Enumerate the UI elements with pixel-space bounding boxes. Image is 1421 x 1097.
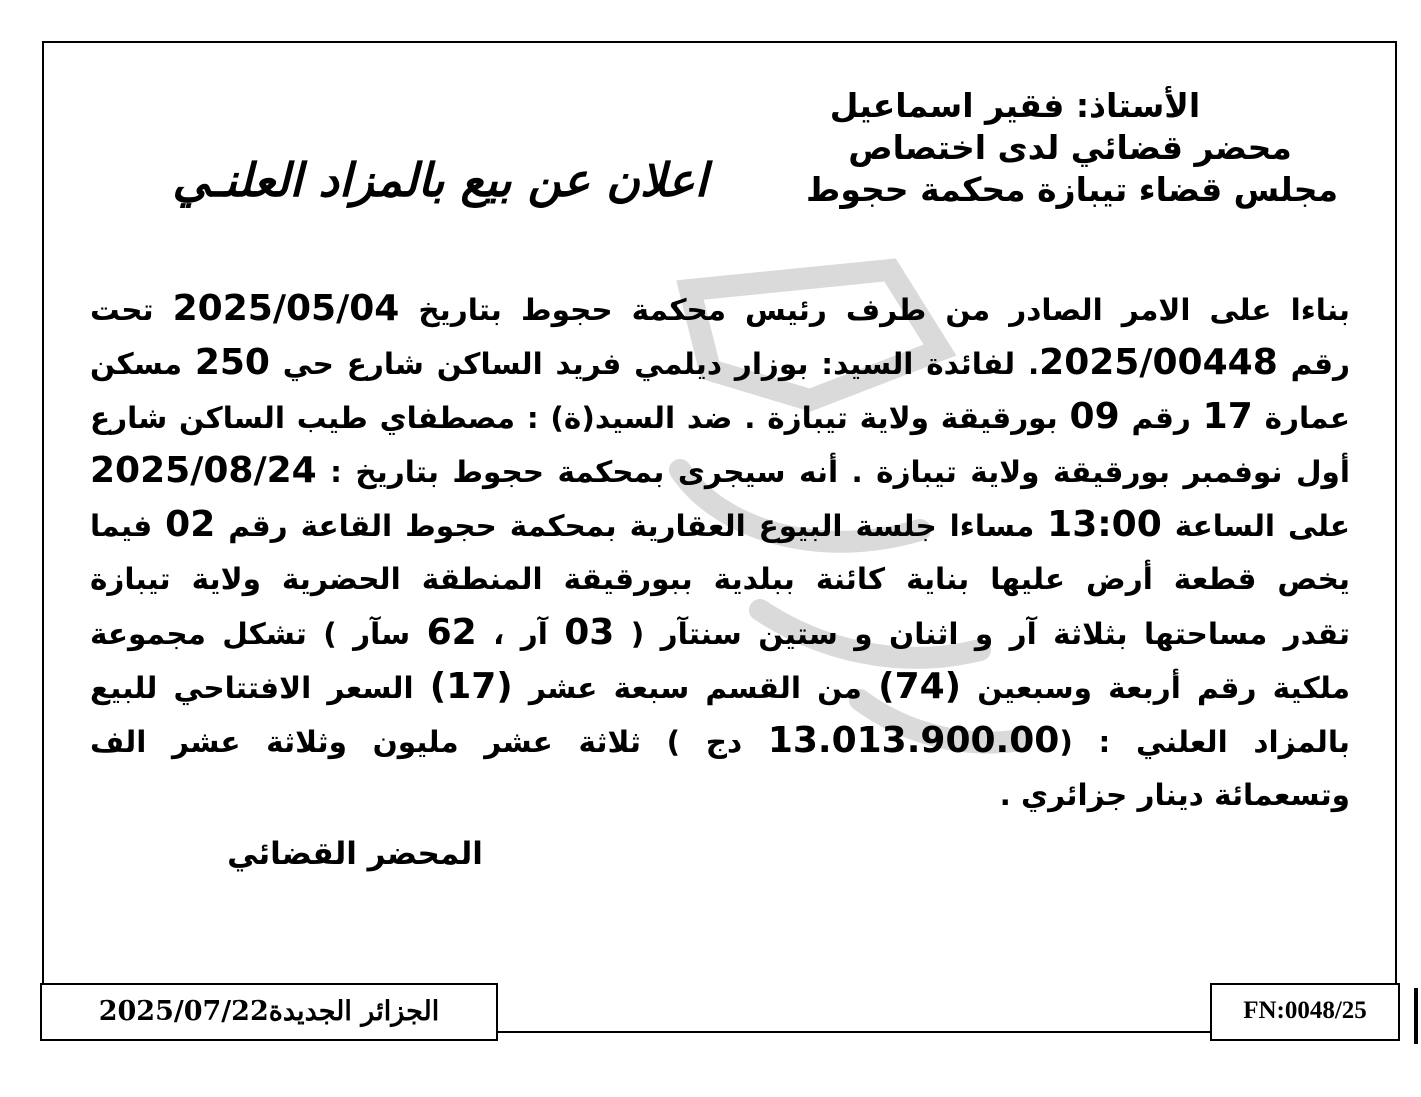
- body-text-segment: . لفائدة السيد: بوزار ديلمي فريد الساكن شارع حي: [269, 347, 1040, 381]
- body-number: 2025/08/24: [90, 450, 317, 491]
- publication-box: [40, 983, 498, 1041]
- body-text-segment: تقدر مساحتها بثلاثة آر و اثنان و ستين سنتآر (: [614, 617, 1350, 651]
- bailiff-header: [790, 85, 1350, 211]
- body-text-segment: بناءا على الامر الصادر من طرف رئيس محكمة حجوط بتاريخ: [399, 293, 1350, 327]
- body-text-segment: السعر الافتتاحي للبيع: [90, 671, 430, 705]
- body-number: 02: [165, 504, 216, 545]
- body-number: (74): [878, 666, 962, 707]
- file-number: FN:0048/25: [1243, 997, 1367, 1024]
- body-text-segment: على الساعة: [1161, 509, 1351, 543]
- body-text-segment: آر ،: [476, 617, 565, 651]
- body-text-segment: دج ) ثلاثة عشر مليون وثلاثة عشر الف: [90, 725, 768, 759]
- body-line: [90, 282, 1350, 336]
- body-text-segment: أول نوفمبر بورقيقة ولاية تيبازة . أنه سيجرى بمحكمة حجوط بتاريخ :: [316, 455, 1350, 489]
- body-number: 2025/00448: [1039, 342, 1278, 383]
- body-text-segment: مساءا جلسة البيوع العقارية بمحكمة حجوط القاعة رقم: [215, 509, 1048, 543]
- body-text-segment: وتسعمائة دينار جزائري .: [999, 778, 1350, 812]
- bailiff-title: محضر قضائي لدى اختصاص: [848, 128, 1292, 167]
- signature: المحضر القضائي: [227, 836, 483, 872]
- bailiff-name: الأستاذ: فقير اسماعيل: [829, 86, 1201, 125]
- file-number-box: [1210, 983, 1400, 1041]
- body-line: [90, 606, 1350, 660]
- jurisdiction: مجلس قضاء تيبازة محكمة حجوط: [806, 170, 1338, 209]
- body-number: 62: [426, 612, 477, 653]
- body-text-segment: رقم: [1119, 401, 1203, 435]
- body-text-segment: من القسم سبعة عشر: [512, 671, 879, 705]
- body-number: 2025/05/04: [172, 288, 400, 329]
- body-number: 03: [564, 612, 615, 653]
- body-text-segment: عمارة: [1252, 401, 1350, 435]
- body-line: [90, 714, 1350, 768]
- body-text-segment: ملكية رقم أربعة وسبعين: [961, 671, 1350, 705]
- body-text-segment: رقم: [1277, 347, 1350, 381]
- body-number: 13.013.900.00: [767, 720, 1060, 761]
- publication-date: 2025/07/22: [98, 996, 269, 1027]
- body-number: 17: [1202, 396, 1253, 437]
- body-number: 09: [1069, 396, 1120, 437]
- body-text-segment: بالمزاد العلني : (: [1059, 725, 1350, 759]
- body-number: 13:00: [1047, 504, 1162, 545]
- body-text-segment: سآر ) تشكل مجموعة: [90, 617, 427, 651]
- body-line: [90, 660, 1350, 714]
- body-line: [90, 444, 1350, 498]
- body-text-segment: يخص قطعة أرض عليها بناية كائنة ببلدية ببورقيقة المنطقة الحضرية ولاية تيبازة: [90, 562, 1350, 596]
- body-number: (17): [429, 666, 513, 707]
- notice-title: اعلان عن بيع بالمزاد العلنـي: [172, 153, 708, 207]
- body-text-segment: فيما: [90, 509, 166, 543]
- body-text-segment: مسكن: [90, 347, 195, 381]
- body-text-segment: تحت: [90, 293, 173, 327]
- edge-mark: [1414, 988, 1418, 1044]
- body-line: [90, 390, 1350, 444]
- body-line: [90, 552, 1350, 606]
- body-line: [90, 768, 1350, 822]
- notice-body: [90, 282, 1350, 822]
- body-line: [90, 498, 1350, 552]
- body-text-segment: بورقيقة ولاية تيبازة . ضد السيد(ة) : مصطفاي طيب الساكن شارع: [90, 401, 1070, 435]
- newspaper-name: الجزائر الجديدة: [268, 996, 440, 1027]
- body-number: 250: [194, 342, 270, 383]
- body-line: [90, 336, 1350, 390]
